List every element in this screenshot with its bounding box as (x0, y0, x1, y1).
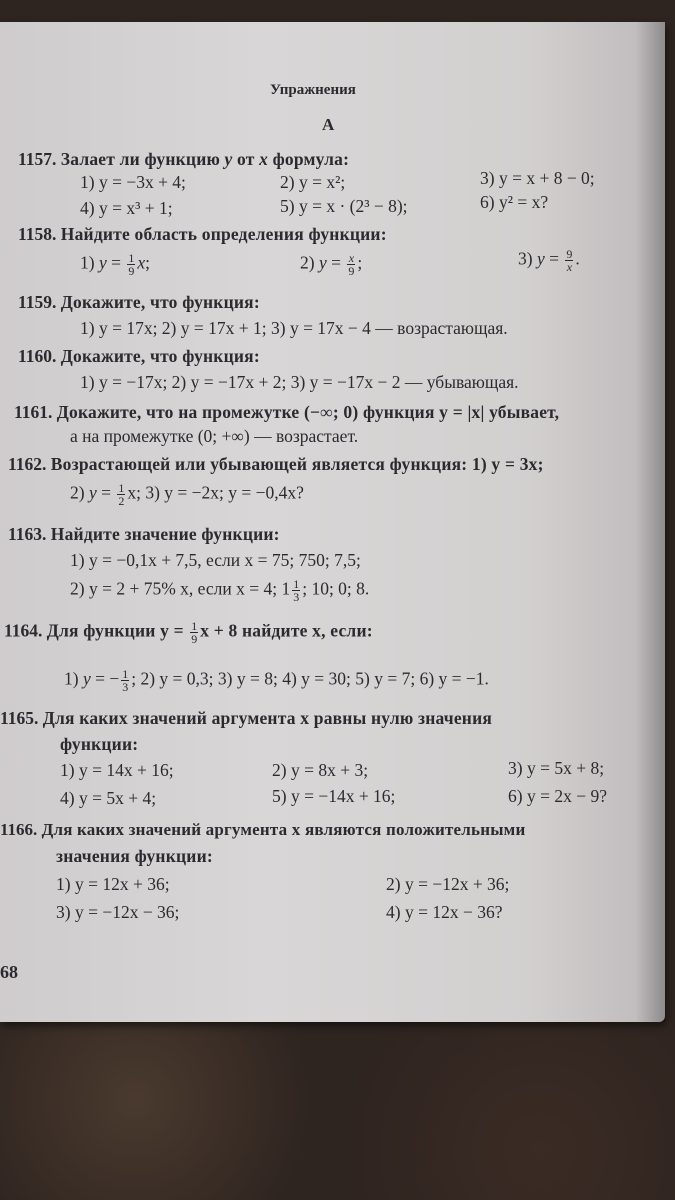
section-title: Упражнения (270, 82, 356, 98)
exercise-1161-title (14, 402, 559, 423)
exercise-number: 1159. (18, 292, 57, 312)
exercise-1164-title: 1164. Для функции y = $\frac{1}{9}$ x + 8 найдите x, если: (4, 619, 373, 646)
exercise-text: Докажите, что функция: (60, 346, 260, 366)
item: 1) y = −3x + 4; (80, 172, 186, 192)
exercise-number: 1158. (18, 224, 57, 244)
item: 3) y = 5x + 8; (508, 758, 605, 778)
exercise-number: 1157. (18, 149, 57, 169)
exercise-number: 1160. (18, 346, 57, 366)
exercise-text: Возрастающей или убывающей является функция: 1) y = 3x; (50, 454, 544, 474)
exercise-1157-title: 1157. Залает ли функцию y от x формула: (18, 149, 350, 169)
item: 6) y² = x? (480, 192, 549, 212)
exercise-1165-title (0, 708, 492, 729)
exercise-text: Найдите область определения функции: (60, 224, 387, 244)
exercise-1163-title (8, 524, 280, 545)
exercise-number: 1164. (4, 620, 43, 641)
item: 2) y = 8x + 3; (272, 760, 369, 780)
exercise-text: Для каких значений аргумента x равны нулю значения (42, 708, 493, 728)
item: 4) y = 5x + 4; (60, 788, 157, 808)
exercise-text: Для каких значений аргумента x являются положительными (41, 820, 526, 839)
item: 4) y = x³ + 1; (80, 198, 173, 218)
page-number: 68 (0, 962, 18, 982)
exercise-text-tail: x + 8 найдите x, если: (200, 620, 373, 641)
exercise-1163-line2-tail: ; 10; 0; 8. (302, 578, 370, 599)
item: 2) y = −12x + 36; (386, 874, 510, 894)
exercise-number: 1161. (14, 402, 53, 422)
exercise-1160-title (18, 346, 260, 367)
exercise-1163-line1: 1) y = −0,1x + 7,5, если x = 75; 750; 7,5; (70, 550, 361, 570)
item: 1) y = 14x + 16; (60, 760, 174, 780)
textbook-page (0, 22, 665, 1022)
item: 5) y = −14x + 16; (272, 786, 396, 806)
exercise-1166-title (0, 820, 525, 840)
item-1158-3: 3) y = $\frac{9}{x}$ . (518, 247, 580, 274)
exercise-number: 1163. (8, 524, 47, 544)
exercise-1162-line2: 2) y = $\frac{1}{2}$ x; 3) y = −2x; y = −0,4x? (70, 481, 304, 508)
item: 3) y = x + 8 − 0; (480, 168, 595, 188)
exercise-1165-line2: функции: (60, 734, 139, 754)
exercise-1166-line2: значения функции: (56, 846, 213, 866)
exercise-1164-items: 1) y = − $\frac{1}{3}$ ; 2) y = 0,3; 3) y = 8; 4) y = 30; 5) y = 7; 6) y = −1. (64, 667, 489, 694)
item: 2) y = x²; (280, 172, 346, 192)
exercise-text: Докажите, что на промежутке (−∞; 0) функция y = |x| убывает, (56, 402, 560, 422)
exercise-1163-line2-head: 2) y = 2 + 75% x, если x = 4; 1 (70, 578, 291, 599)
exercise-number: 1166. (0, 820, 38, 839)
page-edge-shadow (635, 22, 665, 1022)
exercise-1164-items-tail: ; 2) y = 0,3; 3) y = 8; 4) y = 30; 5) y = 7; 6) y = −1. (131, 668, 489, 689)
item: 4) y = 12x − 36? (386, 902, 503, 922)
subsection-title: А (322, 115, 335, 134)
item: 1) y = 12x + 36; (56, 874, 170, 894)
exercise-text: Залает ли функцию (60, 149, 221, 169)
exercise-text: Докажите, что функция: (60, 292, 260, 312)
exercise-1159-title (18, 292, 260, 313)
item: 5) y = x · (2³ − 8); (280, 196, 408, 216)
exercise-text: Для функции y = (46, 620, 184, 641)
exercise-1162-title (8, 454, 544, 475)
exercise-1163-line2: 2) y = 2 + 75% x, если x = 4; 1 $\frac{1}{3}$ ; 10; 0; 8. (70, 577, 370, 604)
exercise-number: 1165. (0, 708, 39, 728)
item: 6) y = 2x − 9? (508, 786, 607, 806)
exercise-1158-title (18, 224, 387, 245)
item: 3) y = −12x − 36; (56, 902, 180, 922)
exercise-1162-line2-tail: x; 3) y = −2x; y = −0,4x? (127, 482, 304, 503)
item-1160: 1) y = −17x; 2) y = −17x + 2; 3) y = −17x − 2 — убывающая. (80, 372, 519, 392)
item-1159: 1) y = 17x; 2) y = 17x + 1; 3) y = 17x − 4 — возрастающая. (80, 318, 508, 338)
item-1158-2: 2) y = $\frac{x}{9}$ ; (300, 251, 363, 278)
exercise-number: 1162. (8, 454, 47, 474)
exercise-text: Найдите значение функции: (50, 524, 280, 544)
item-1158-1: 1) y = $\frac{1}{9}$ x; (80, 251, 151, 278)
exercise-1161-line2: а на промежутке (0; +∞) — возрастает. (70, 426, 359, 446)
